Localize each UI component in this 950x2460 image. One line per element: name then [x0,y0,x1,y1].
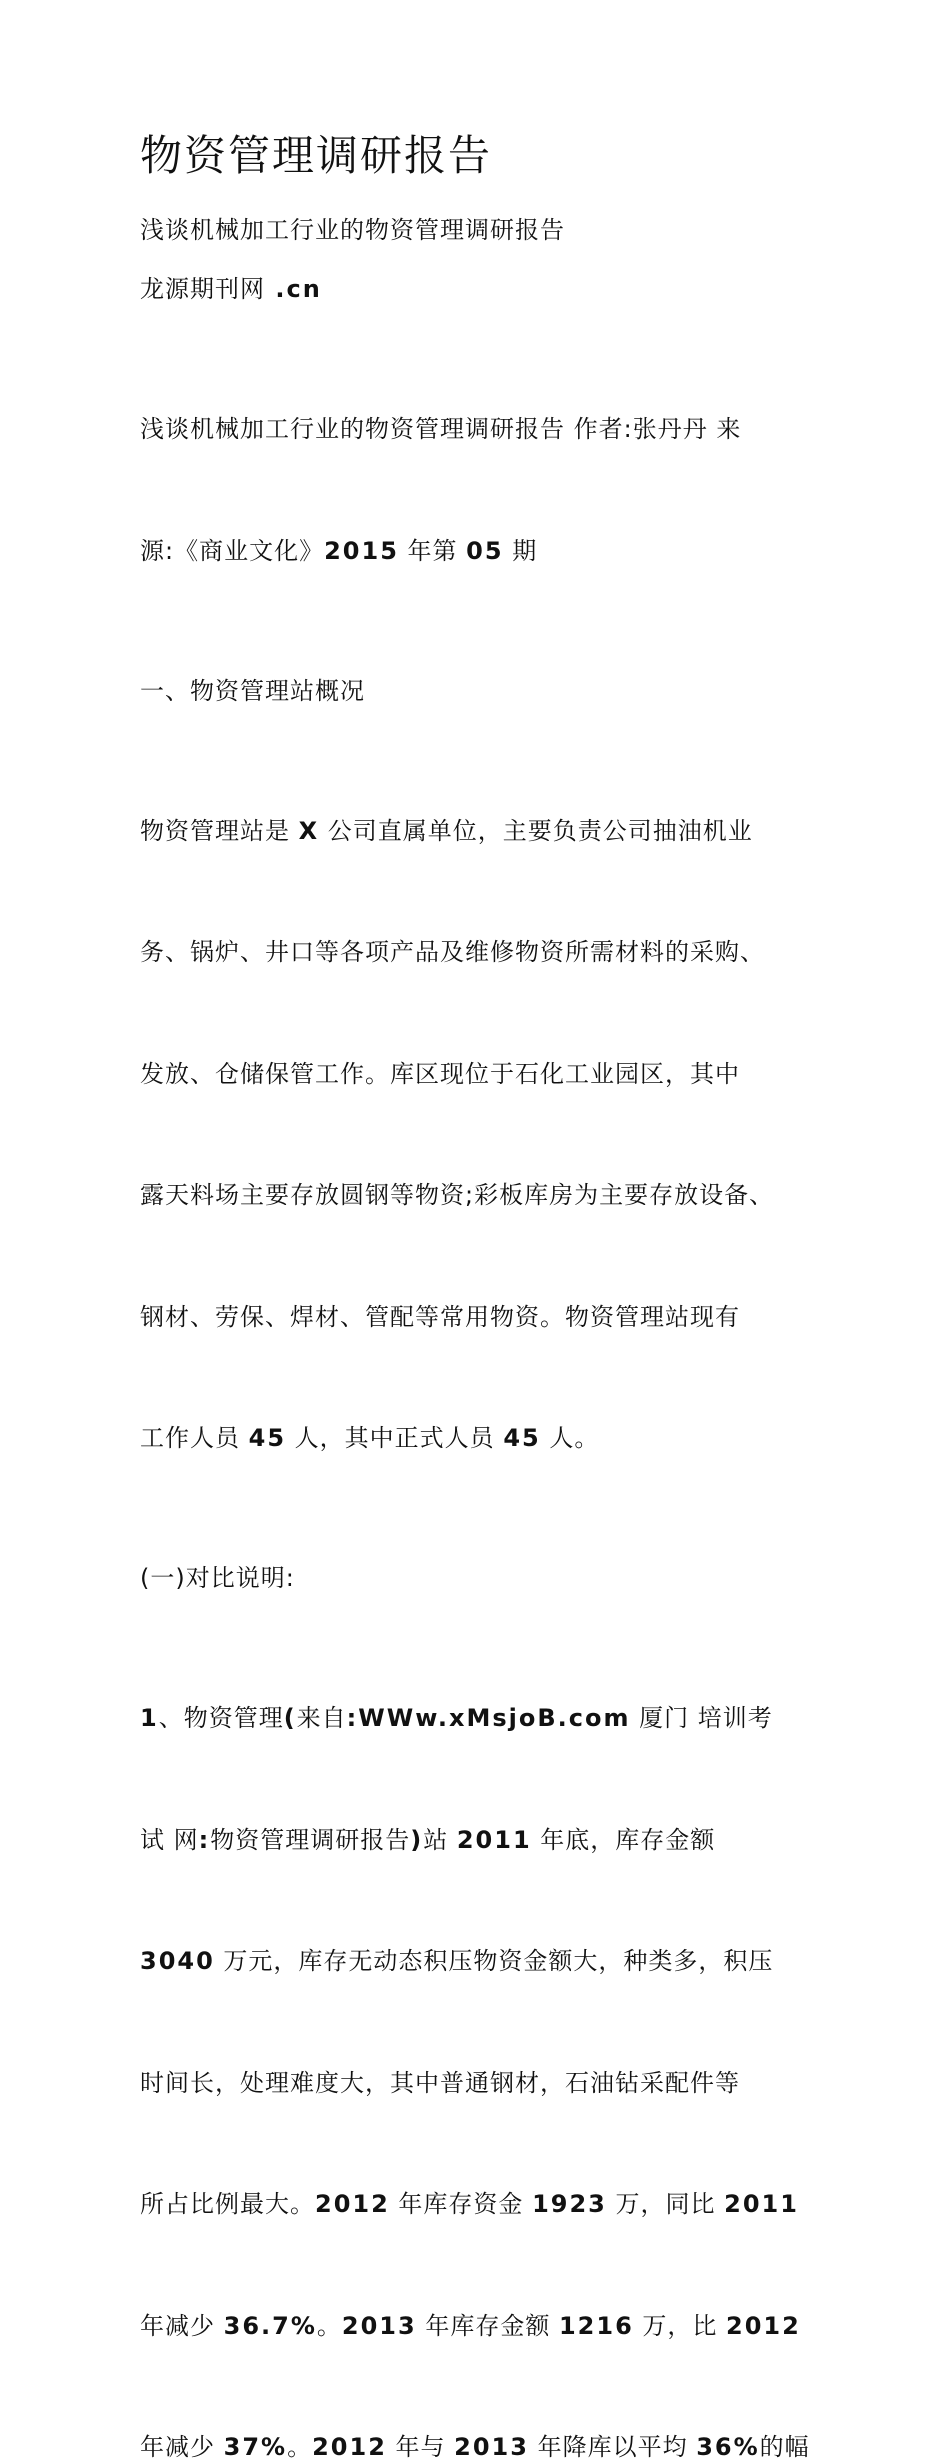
subtitle: 浅谈机械加工行业的物资管理调研报告 [140,216,565,244]
text: 年减少 [140,2433,224,2460]
body-line [140,1820,814,1861]
text: 所占比例最大。 [140,2190,315,2218]
number: 2012 [315,2190,390,2218]
body-line: 务、锅炉、井口等各项产品及维修物资所需材料的采购、 [140,938,765,966]
text: 。 [287,2433,313,2460]
text: 人，其中正式人员 [286,1424,504,1452]
section-heading: 一、物资管理站概况 [140,676,365,705]
text: 年库存资金 [389,2190,533,2218]
number: 2011 [456,1825,532,1854]
number: 37% [223,2433,288,2460]
body-line [140,2427,814,2460]
meta-text: 期 [503,536,538,565]
meta-source: 源:《商业文化》 [140,536,325,565]
text: 、物资管理 [158,1704,284,1732]
number: 3040 [140,1947,215,1975]
body-line [140,2184,814,2225]
text: 站 [423,1825,457,1854]
source-site-suffix: .cn [265,275,322,303]
text: 。 [316,2311,342,2340]
text: 物资管理调研报告 [210,1825,411,1854]
number: 36.7% [223,2311,317,2340]
text: 年减少 [140,2311,224,2340]
text: 年库存金额 [416,2311,559,2340]
body-line [140,2306,814,2347]
body-line: 露天料场主要存放圆钢等物资;彩板库房为主要存放设备、 [140,1181,775,1209]
text: 万，同比 [606,2190,725,2218]
text: 物资管理站是 [140,816,299,845]
number: 36% [696,2433,760,2460]
text: 万元，库存无动态积压物资金额大，种类多，积压 [214,1947,774,1975]
number: 1216 [558,2311,634,2340]
number: 1923 [532,2190,607,2218]
body-line [140,1698,814,1739]
text: ) [410,1825,424,1854]
number: 1 [140,1704,159,1732]
number: 45 [248,1424,287,1452]
text: 人。 [540,1424,600,1452]
text: 万，比 [633,2311,727,2340]
article-meta [140,328,814,652]
number: 2011 [724,2190,799,2218]
meta-year: 2015 [324,536,399,565]
number: 2013 [341,2311,417,2340]
number: 2013 [454,2433,529,2460]
text: : [198,1825,211,1854]
text: 的幅 [759,2433,810,2460]
source-site-name: 龙源期刊网 [140,275,265,303]
body-line: 时间长，处理难度大，其中普通钢材，石油钻采配件等 [140,2068,740,2097]
body-line [140,1941,814,1982]
number: 45 [503,1424,541,1452]
item-1-body [140,1617,814,2460]
source-url: :WWw.xMsjoB.com [346,1704,631,1732]
text: 年与 [386,2433,455,2460]
text: 来自 [296,1704,347,1732]
text: 年降库以平均 [528,2433,697,2460]
body-line [140,1418,814,1459]
text: ( [283,1704,297,1732]
meta-issue: 05 [466,536,504,565]
meta-line-1: 浅谈机械加工行业的物资管理调研报告 作者:张丹丹 来 [140,415,742,443]
meta-line-2 [140,531,814,572]
section-body [140,730,814,1540]
company-code: X [298,816,320,845]
number: 2012 [726,2311,801,2340]
document-title: 物资管理调研报告 [140,131,493,180]
source-site [140,269,814,310]
text: 厦门 培训考 [630,1704,773,1732]
body-line: 钢材、劳保、焊材、管配等常用物资。物资管理站现有 [140,1302,740,1331]
sub-heading: (一)对比说明: [140,1564,295,1592]
text: 工作人员 [140,1424,249,1452]
number: 2012 [312,2433,387,2460]
body-line [140,811,814,852]
text: 年底，库存金额 [531,1825,716,1854]
text: 公司直属单位，主要负责公司抽油机业 [319,816,753,845]
text: 试 网 [140,1825,199,1854]
body-line: 发放、仓储保管工作。库区现位于石化工业园区，其中 [140,1059,740,1088]
meta-text: 年第 [398,536,467,565]
